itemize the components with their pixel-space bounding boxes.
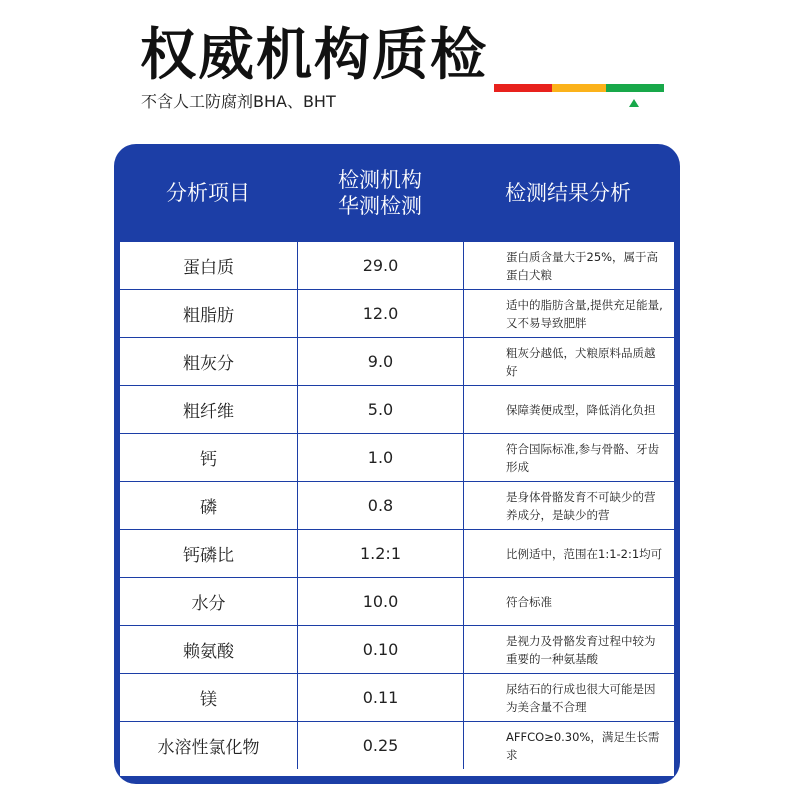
- page-title: 权威机构质检: [140, 23, 488, 88]
- row-item: 钙磷比: [183, 546, 234, 566]
- row-item: 水分: [191, 594, 226, 614]
- row-value: 1.0: [297, 434, 463, 481]
- header-analysis: 检测结果分析: [505, 181, 631, 205]
- row-item: 蛋白质: [183, 258, 234, 278]
- row-value: 0.11: [297, 674, 463, 721]
- row-item: 磷: [200, 498, 217, 518]
- table-row: [120, 674, 674, 722]
- row-item: 镁: [200, 690, 217, 710]
- page-subtitle: 不含人工防腐剂BHA、BHT: [141, 92, 336, 111]
- header-institution-label: 检测机构: [338, 168, 422, 192]
- row-analysis: 蛋白质含量大于25%，属于高蛋白犬粮: [463, 242, 674, 289]
- table-row: [120, 482, 674, 530]
- table-row: [120, 722, 674, 770]
- row-item: 赖氨酸: [183, 642, 234, 662]
- row-value: 0.10: [297, 626, 463, 673]
- row-analysis: 是视力及骨骼发育过程中较为重要的一种氨基酸: [463, 626, 674, 673]
- table-row: [120, 434, 674, 482]
- table-row: [120, 242, 674, 290]
- row-value: 12.0: [297, 290, 463, 337]
- table-row: [120, 386, 674, 434]
- table-row: [120, 578, 674, 626]
- row-analysis: 尿结石的行成也很大可能是因为美含量不合理: [463, 674, 674, 721]
- color-bar-red: [494, 84, 552, 92]
- header-institution-name: 华测检测: [338, 194, 422, 218]
- row-analysis: 是身体骨骼发育不可缺少的营养成分，是缺少的营: [463, 482, 674, 529]
- row-value: 0.25: [297, 722, 463, 769]
- row-analysis: 保障粪便成型，降低消化负担: [463, 386, 674, 433]
- row-analysis: 符合国际标准,参与骨骼、牙齿形成: [463, 434, 674, 481]
- row-analysis: AFFCO≥0.30%，满足生长需求: [463, 722, 674, 769]
- test-report-panel: [114, 144, 680, 784]
- row-value: 29.0: [297, 242, 463, 289]
- header-item: 分析项目: [166, 181, 250, 205]
- header-institution: [297, 144, 463, 242]
- row-item: 水溶性氯化物: [157, 738, 260, 758]
- table-row: [120, 338, 674, 386]
- table-row: [120, 290, 674, 338]
- row-item: 粗纤维: [183, 402, 234, 422]
- row-analysis: 符合标准: [463, 578, 674, 625]
- row-item: 粗灰分: [183, 354, 234, 374]
- row-value: 0.8: [297, 482, 463, 529]
- triangle-marker-icon: [629, 99, 639, 107]
- row-analysis: 粗灰分越低，犬粮原料品质越好: [463, 338, 674, 385]
- table-row: [120, 626, 674, 674]
- table-header: [114, 144, 680, 242]
- row-value: 10.0: [297, 578, 463, 625]
- row-value: 5.0: [297, 386, 463, 433]
- row-analysis: 比例适中，范围在1:1-2:1均可: [463, 530, 674, 577]
- results-table: [120, 242, 674, 776]
- row-value: 9.0: [297, 338, 463, 385]
- row-value: 1.2:1: [297, 530, 463, 577]
- color-bar-green: [606, 84, 664, 92]
- row-item: 粗脂肪: [183, 306, 234, 326]
- row-item: 钙: [200, 450, 217, 470]
- table-row: [120, 530, 674, 578]
- row-analysis: 适中的脂肪含量,提供充足能量,又不易导致肥胖: [463, 290, 674, 337]
- color-bar-yellow: [552, 84, 606, 92]
